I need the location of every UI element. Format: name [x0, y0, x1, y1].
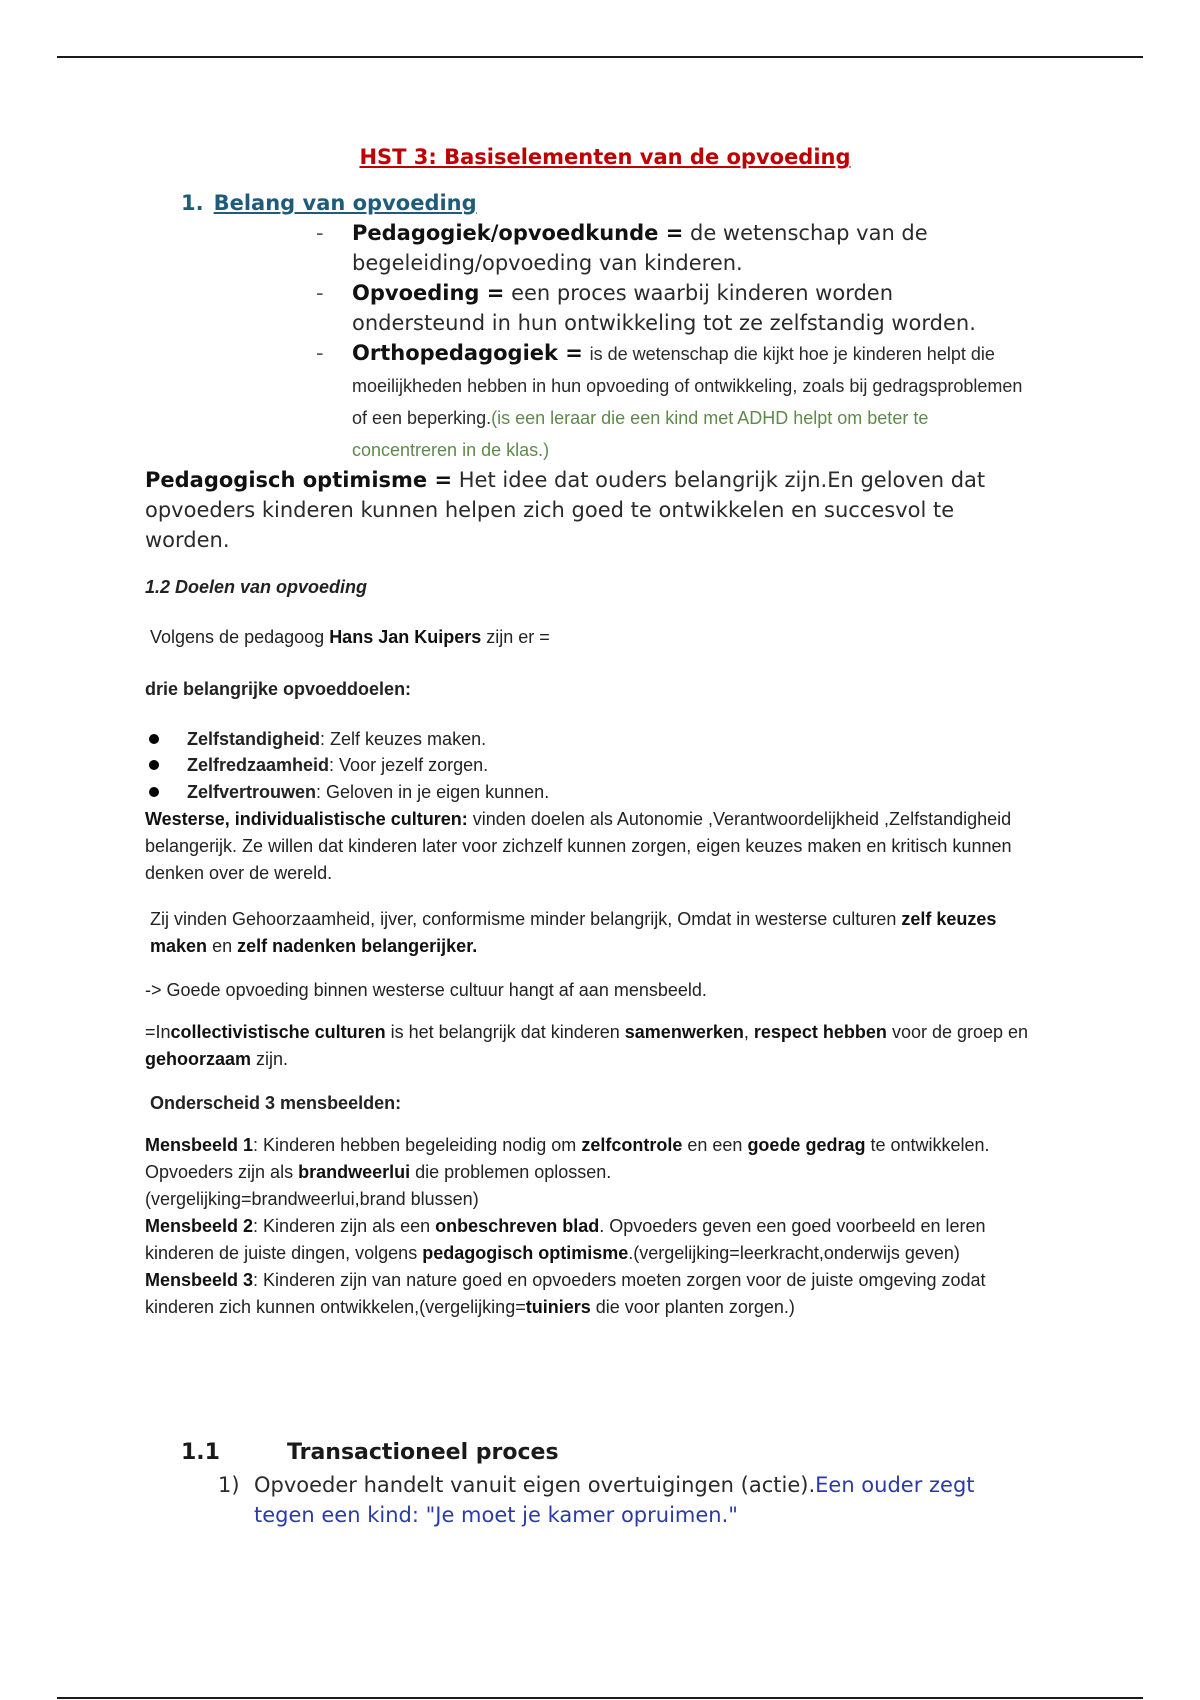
western-text: vinden doelen als Autonomie ,Verantwoordelijkheid ,Zelfstandigheid belangerijk. Ze willen dat kinderen later voor zichzelf kunnen zorgen, eigen keuzes maken en kritisch kunnen denken over de wereld.	[145, 809, 1012, 883]
mensbeeld-label: Mensbeeld 3	[145, 1270, 254, 1290]
goal-text: : Geloven in je eigen kunnen.	[316, 782, 550, 802]
mensbeeld-comparison: (vergelijking=brandweerlui,brand blussen)	[145, 1189, 479, 1209]
definition-term: Pedagogiek/opvoedkunde =	[352, 221, 684, 245]
section-number: 1.	[181, 191, 204, 215]
dash-bullet: -	[316, 221, 324, 245]
definition-orthopedagogiek	[316, 338, 1032, 466]
goals-subheading: drie belangrijke opvoeddoelen:	[145, 679, 412, 699]
mensbeeld-text: die voor planten zorgen.)	[595, 1297, 795, 1317]
section-heading-transactioneel	[181, 1440, 559, 1465]
definition-pedagogiek	[316, 218, 1032, 278]
definition-text: een proces waarbij kinderen worden ondersteund in hun ontwikkeling tot ze zelfstandig worden.	[352, 281, 976, 335]
mensbeeld-text: die problemen oplossen.	[415, 1162, 612, 1182]
section-title: Belang van opvoeding	[213, 191, 477, 215]
mensbeeld-label: Mensbeeld 2	[145, 1216, 254, 1236]
goal-term: Zelfvertrouwen	[187, 782, 317, 802]
dash-bullet: -	[316, 341, 324, 365]
collective-bold: respect hebben	[753, 1022, 887, 1042]
bullet-dot	[149, 787, 159, 797]
mensbeeld-2	[145, 1213, 1045, 1267]
mensbeeld-bold: pedagogisch optimisme	[422, 1243, 629, 1263]
intro-text-end: zijn er =	[486, 627, 550, 647]
western-values	[150, 906, 1045, 960]
collective-bold: samenwerken	[624, 1022, 744, 1042]
intro-text: Volgens de pedagoog	[150, 627, 325, 647]
collective-pre: =In	[145, 1022, 171, 1042]
section-heading-belang	[181, 191, 477, 215]
collective-bold: gehoorzaam	[145, 1049, 252, 1069]
mensbeeld-bold: onbeschreven blad	[435, 1216, 600, 1236]
definition-text: de wetenschap van de begeleiding/opvoeding van kinderen.	[352, 221, 928, 275]
goals-intro	[150, 624, 1050, 651]
definition-example: (is een leraar die een kind met ADHD helpt om beter te concentreren in de klas.)	[352, 408, 929, 460]
mensbeeld-text: te ontwikkelen. Opvoeders zijn als	[145, 1135, 990, 1182]
western-values-bold-2: zelf nadenken belangerijker.	[237, 936, 478, 956]
western-values-mid: en	[212, 936, 233, 956]
mensbeeld-bold: goede gedrag	[747, 1135, 866, 1155]
western-values-bold-1: zelf keuzes maken	[150, 909, 997, 956]
goal-text: : Voor jezelf zorgen.	[329, 755, 489, 775]
mensbeeld-text: . Opvoeders geven een goed voorbeeld en leren kinderen de juiste dingen, volgens	[145, 1216, 986, 1263]
dash-bullet: -	[316, 281, 324, 305]
goal-term: Zelfstandigheid	[187, 729, 321, 749]
western-cultures	[145, 806, 1045, 887]
collectivist-cultures	[145, 1019, 1045, 1073]
section-title: Transactioneel proces	[287, 1440, 559, 1465]
collective-text: zijn.	[256, 1049, 289, 1069]
mensbeeld-text: : Kinderen zijn als een	[253, 1216, 431, 1236]
western-values-text: Zij vinden Gehoorzaamheid, ijver, conformisme minder belangrijk, Omdat in westerse culturen	[150, 909, 897, 929]
mensbeelden-list	[145, 1132, 1045, 1321]
goal-bullet-3	[145, 779, 945, 806]
step-example: Een ouder zegt tegen een kind: "Je moet je kamer opruimen."	[254, 1473, 975, 1527]
goals-heading: 1.2 Doelen van opvoeding	[145, 577, 368, 597]
mensbeeld-text: : Kinderen hebben begeleiding nodig om	[253, 1135, 577, 1155]
mensbeelden-heading: Onderscheid 3 mensbeelden:	[150, 1093, 402, 1113]
mensbeeld-label: Mensbeeld 1	[145, 1135, 254, 1155]
bullet-dot	[149, 760, 159, 770]
mensbeeld-1	[145, 1132, 1045, 1213]
mensbeeld-text: en een	[687, 1135, 743, 1155]
goal-text: : Zelf keuzes maken.	[320, 729, 487, 749]
collective-text: voor de groep en	[891, 1022, 1029, 1042]
step-1	[218, 1470, 1038, 1530]
step-text: Opvoeder handelt vanuit eigen overtuigingen (actie).	[254, 1473, 816, 1497]
collective-bold: collectivistische culturen	[170, 1022, 386, 1042]
top-rule	[57, 56, 1143, 58]
collective-text: ,	[743, 1022, 749, 1042]
mensbeeld-bold: brandweerlui	[298, 1162, 411, 1182]
page-title: HST 3: Basiselementen van de opvoeding	[359, 145, 851, 169]
western-term: Westerse, individualistische culturen:	[145, 809, 468, 829]
definition-term: Orthopedagogiek =	[352, 341, 583, 365]
bullet-dot	[149, 734, 159, 744]
mensbeeld-3	[145, 1267, 1045, 1321]
pedagogue-name: Hans Jan Kuipers	[329, 627, 482, 647]
mensbeeld-text: : Kinderen zijn van nature goed en opvoeders moeten zorgen voor de juiste omgeving zodat kinderen zich kunnen ontwikkelen,(vergelijking=	[145, 1270, 986, 1317]
definition-opvoeding	[316, 278, 1032, 338]
goal-term: Zelfredzaamheid	[187, 755, 330, 775]
optimism-text: Het idee dat ouders belangrijk zijn.En geloven dat opvoeders kinderen kunnen helpen zich goed te ontwikkelen en succesvol te worden.	[145, 468, 986, 552]
mensbeeld-bold: tuiniers	[525, 1297, 591, 1317]
collective-text: is het belangrijk dat kinderen	[390, 1022, 620, 1042]
bottom-rule	[57, 1697, 1143, 1699]
arrow-line: -> Goede opvoeding binnen westerse cultuur hangt af aan mensbeeld.	[145, 980, 707, 1000]
goal-bullet-2	[145, 752, 945, 779]
optimism-term: Pedagogisch optimisme =	[145, 468, 453, 492]
goal-bullet-1	[145, 726, 945, 753]
definition-text: is de wetenschap die kijkt hoe je kinderen helpt die moeilijkheden hebben in hun opvoeding of ontwikkeling, zoals bij gedragsproblemen of een beperking.	[352, 344, 1023, 428]
section-number: 1.1	[181, 1440, 220, 1465]
mensbeeld-bold: zelfcontrole	[581, 1135, 683, 1155]
step-number: 1)	[218, 1473, 240, 1497]
mensbeeld-text: .(vergelijking=leerkracht,onderwijs geven)	[628, 1243, 960, 1263]
definition-term: Opvoeding =	[352, 281, 505, 305]
pedagogisch-optimisme	[145, 465, 1045, 555]
